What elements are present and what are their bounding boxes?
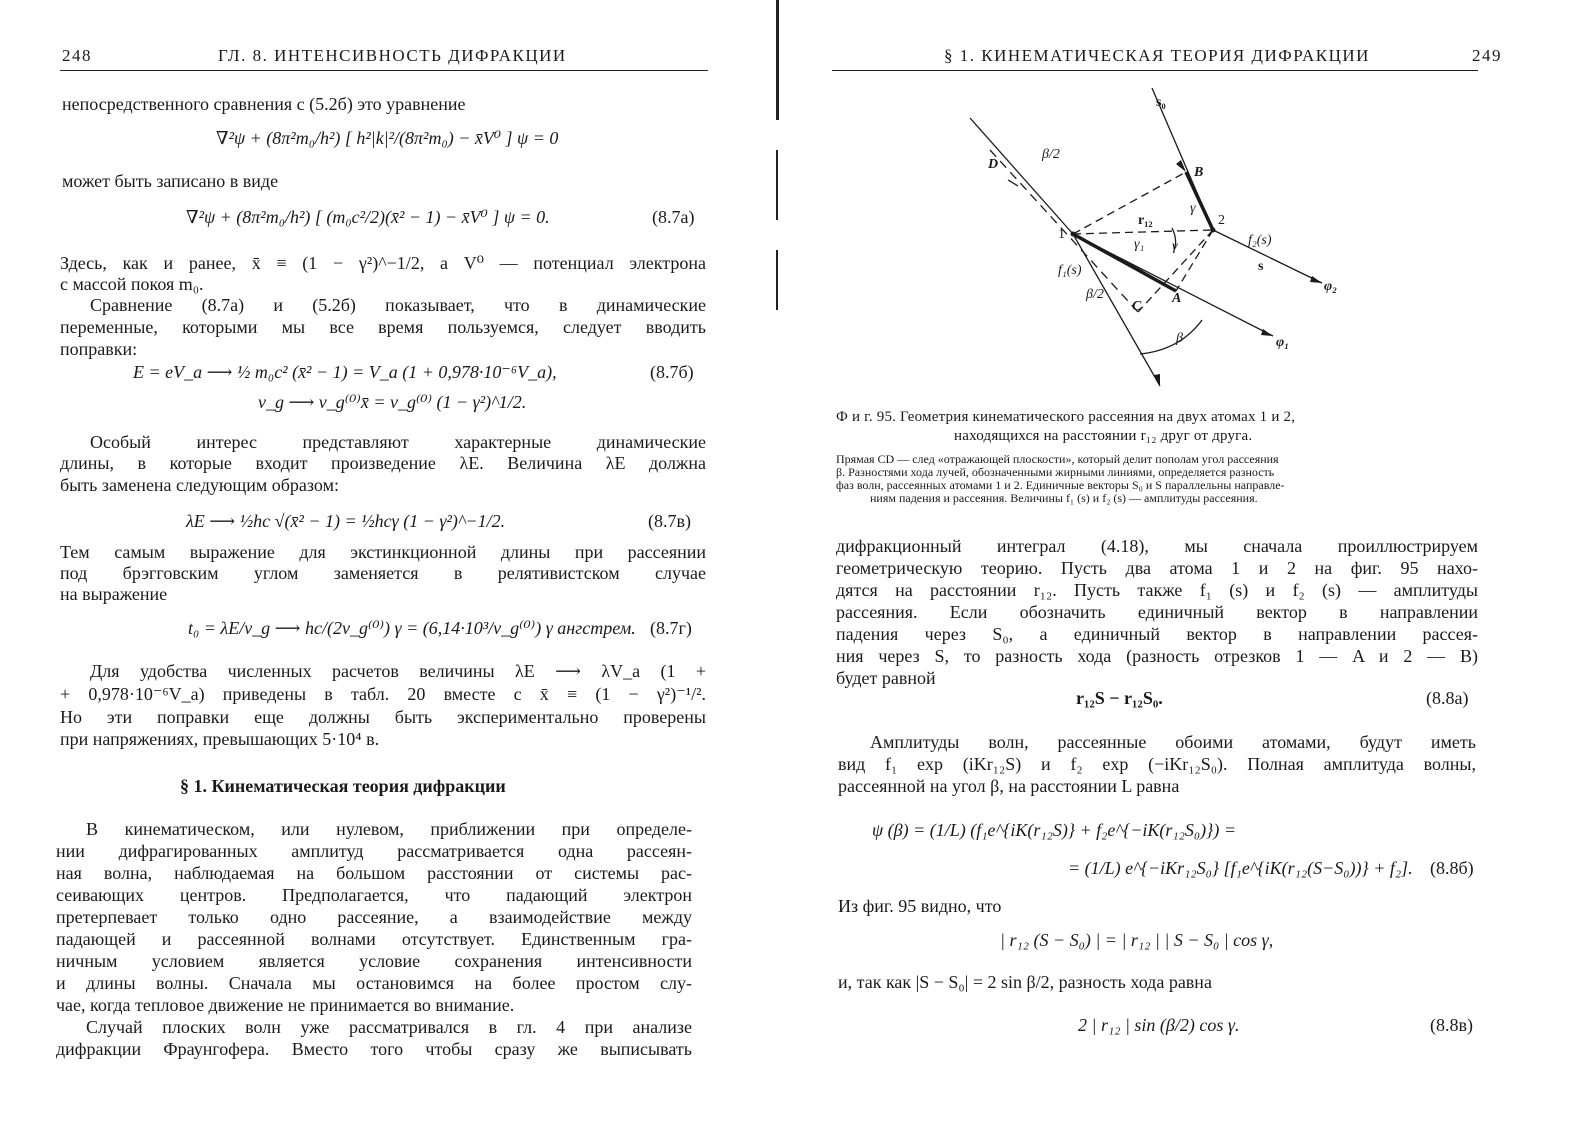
text-line: В кинематическом, или нулевом, приближении при определе-: [86, 819, 692, 839]
book-gutter: [768, 0, 790, 1146]
text-line: Но эти поправки еще должны быть экспериментально проверены: [60, 707, 706, 727]
text-line: Здесь, как и ранее, x̄ ≡ (1 − γ²)^−1/2, а V⁰ — потенциал электрона: [60, 253, 706, 273]
text-line: поправки:: [60, 339, 138, 359]
left-header-rule: [60, 70, 708, 71]
right-page: [790, 0, 1571, 1146]
label-B: B: [1194, 165, 1204, 180]
text-line: Тем самым выражение для экстинкционной длины при рассеянии: [60, 542, 706, 562]
equation-8-7g: t₀ = λE/v_g ⟶ hc/(2v_g⁽⁰⁾) γ = (6,14·10³/v_g⁽⁰⁾) γ ангстрем.: [188, 618, 636, 638]
text-line: + 0,978·10⁻⁶V_a) приведены в табл. 20 вместе с x̄ ≡ (1 − γ²)⁻¹/².: [60, 684, 706, 704]
equation-8-8b-2: = (1/L) e^{−iKr₁₂S₀} [f₁e^{iK(r₁₂(S−S₀))} + f₂].: [1068, 858, 1413, 878]
equation-tag: (8.8в): [1430, 1015, 1473, 1035]
arrowhead: [1261, 329, 1273, 336]
dashed-1-B: [1073, 172, 1186, 234]
label-f1s: f₁(s): [1058, 263, 1082, 278]
text-line: и длины волны. Сначала мы остановимся на более простом слу-: [56, 973, 692, 993]
text-line: рассеянной на угол β, на расстоянии L равна: [838, 776, 1180, 796]
right-running-head: § 1. КИНЕМАТИЧЕСКАЯ ТЕОРИЯ ДИФРАКЦИИ: [944, 46, 1370, 65]
text-line: и, так как |S − S₀| = 2 sin β/2, разность хода равна: [838, 972, 1212, 992]
text-line: дятся на расстоянии r₁₂. Пусть также f₁ (s) и f₂ (s) — амплитуды: [836, 580, 1478, 600]
label-s: s: [1258, 259, 1264, 274]
label-f2s: f₂(s): [1248, 233, 1272, 248]
section-heading: § 1. Кинематическая теория дифракции: [180, 776, 506, 796]
text-line: падения через S₀, а единичный вектор в направлении рассея-: [836, 624, 1478, 644]
left-running-head: ГЛ. 8. ИНТЕНСИВНОСТЬ ДИФРАКЦИИ: [218, 46, 567, 65]
text-line: рассеяния. Если обозначить единичный вектор в направлении: [836, 602, 1478, 622]
r12-dashed: [1073, 230, 1213, 234]
equation-8-7b-a: E = eV_a ⟶ ½ m₀c² (x̄² − 1) = V_a (1 + 0,978·10⁻⁶V_a),: [133, 362, 557, 382]
figure-95-diagram: [940, 88, 1360, 398]
equation-8-8v: 2 | r₁₂ | sin (β/2) cos γ.: [1078, 1015, 1240, 1035]
equation-tag: (8.7в): [648, 511, 691, 531]
text-line: длины, в которые входит произведение λE. Величина λE должна: [60, 453, 706, 473]
equation-8-8b-1: ψ (β) = (1/L) (f₁e^{iK(r₁₂S)} + f₂e^{−iK(r₁₂S₀)}) =: [872, 820, 1236, 840]
right-header-rule: [832, 70, 1478, 71]
text-line: непосредственного сравнения с (5.2б) это уравнение: [62, 94, 466, 114]
text-line: ная волна, наблюдаемая на большом расстоянии от системы рас-: [56, 863, 692, 883]
text-line: вид f₁ exp (iKr₁₂S) и f₂ exp (−iKr₁₂S₀). Полная амплитуда волны,: [838, 754, 1476, 774]
label-r12: r₁₂: [1138, 213, 1153, 228]
atom-2: [1211, 228, 1216, 233]
text-line: дифракции Фраунгофера. Вместо того чтобы сразу же выписывать: [56, 1039, 692, 1059]
equation-tag: (8.7г): [650, 618, 692, 638]
text-line: сеивающих центров. Предполагается, что падающий электрон: [56, 885, 692, 905]
text-line: геометрическую теорию. Пусть два атома 1 и 2 на фиг. 95 нахо-: [836, 558, 1478, 578]
equation-8-8a: r₁₂S − r₁₂S₀.: [1076, 688, 1163, 708]
label-beta: β: [1176, 331, 1183, 346]
figure-note-line: фаз волн, рассеянных атомами 1 и 2. Единичные векторы S₀ и S параллельны направле-: [836, 478, 1285, 492]
equation-tag: (8.7б): [650, 362, 694, 382]
equation-8-7b-b: v_g ⟶ v_g⁽⁰⁾x̄ = v_g⁽⁰⁾ (1 − γ²)^1/2.: [258, 392, 527, 412]
arrowhead: [1310, 276, 1322, 283]
path-difference-1A: [1073, 234, 1176, 291]
label-atom-1: 1: [1058, 227, 1065, 242]
label-s0: s₀: [1156, 95, 1166, 110]
equation-8-7a: ∇²ψ + (8π²m₀/h²) [ (m₀c²/2)(x̄² − 1) − x̄V⁰ ] ψ = 0.: [186, 207, 550, 227]
beta2-arrow: [1008, 180, 1018, 186]
text-line: Случай плоских волн уже рассматривался в гл. 4 при анализе: [86, 1017, 692, 1037]
label-D: D: [988, 157, 999, 172]
text-line: Амплитуды волн, рассеянные обоими атомами, будут иметь: [870, 732, 1476, 752]
arrowhead: [1154, 374, 1160, 386]
equation-8-7v: λE ⟶ ½hc √(x̄² − 1) = ½hcγ (1 − γ²)^−1/2.: [186, 511, 506, 531]
gutter-shadow: [776, 150, 778, 220]
right-running-header: [832, 42, 1500, 68]
text-line: будет равной: [836, 668, 936, 688]
label-gamma1: γ₁: [1134, 237, 1145, 252]
figure-note-line: Прямая CD — след «отражающей плоскости», который делит пополам угол рассеяния: [836, 452, 1279, 466]
label-phi1: φ₁: [1276, 335, 1290, 350]
equation-tag: (8.8б): [1430, 858, 1474, 878]
text-line: быть заменена следующим образом:: [60, 475, 339, 495]
label-gamma-mid: γ: [1172, 239, 1178, 254]
text-line: ничным условием является условие сохранения интенсивности: [56, 951, 692, 971]
arrowhead: [1176, 160, 1186, 172]
text-line: нии дифрагированных амплитуд рассматривается одна рассеян-: [56, 841, 692, 861]
text-line: Особый интерес представляют характерные динамические: [90, 432, 706, 452]
figure-caption-line: находящихся на расстоянии r₁₂ друг от друга.: [954, 428, 1253, 444]
equation-tag: (8.7а): [652, 207, 695, 227]
label-A: A: [1172, 291, 1182, 306]
figure-caption-line: Ф и г. 95. Геометрия кинематического рассеяния на двух атомах 1 и 2,: [836, 409, 1296, 425]
text-line: на выражение: [60, 584, 168, 604]
label-C: C: [1132, 299, 1142, 314]
figure-note-line: β. Разностями хода лучей, обозначенными жирными линиями, определяется разность: [836, 465, 1275, 479]
text-line: Сравнение (8.7а) и (5.2б) показывает, что в динамические: [90, 295, 706, 315]
atom-1: [1071, 232, 1076, 237]
label-gamma-top: γ: [1190, 201, 1196, 216]
text-line: может быть записано в виде: [62, 171, 279, 191]
text-line: переменные, которыми мы все время пользуемся, следует вводить: [60, 317, 706, 337]
gutter-shadow: [776, 0, 779, 120]
label-beta2-top: β/2: [1042, 147, 1060, 162]
incident-ray-1: [970, 118, 1073, 234]
left-running-header: [60, 42, 708, 68]
text-line: претерпевает только одно рассеяние, а взаимодействие между: [56, 907, 692, 927]
text-line: Из фиг. 95 видно, что: [838, 896, 1002, 916]
text-line: при напряжениях, превышающих 5·10⁴ в.: [60, 729, 380, 749]
label-atom-2: 2: [1218, 213, 1225, 228]
text-line: дифракционный интеграл (4.18), мы сначала проиллюстрируем: [836, 536, 1478, 556]
left-page-number: 248: [62, 46, 92, 65]
text-line: падающей и рассеянной волнами отсутствует. Единственным гра-: [56, 929, 692, 949]
text-line: ния через S, то разность хода (разность отрезков 1 — A и 2 — B): [836, 646, 1478, 666]
left-page: [0, 0, 768, 1146]
text-line: с массой покоя m₀.: [60, 274, 204, 294]
label-beta2-low: β/2: [1086, 287, 1104, 302]
dashed-2-A: [1176, 230, 1213, 291]
gutter-shadow: [776, 250, 778, 310]
text-line: Для удобства численных расчетов величины λE ⟶ λV_a (1 +: [90, 661, 707, 681]
equation-abs: | r₁₂ (S − S₀) | = | r₁₂ | | S − S₀ | cos γ,: [1000, 930, 1274, 950]
equation-1: ∇²ψ + (8π²m₀/h²) [ h²|k|²/(8π²m₀) − x̄V⁰ ] ψ = 0: [216, 128, 559, 148]
beta-arc: [1140, 320, 1202, 354]
text-line: под брэгговским углом заменяется в релятивистском случае: [60, 563, 706, 583]
equation-tag: (8.8а): [1426, 688, 1469, 708]
right-page-number: 249: [1472, 46, 1502, 65]
figure-note-line: ниям падения и рассеяния. Величины f₁ (s) и f₂ (s) — амплитуды рассеяния.: [870, 491, 1258, 505]
label-phi2: φ₂: [1324, 279, 1338, 294]
text-line: чае, когда тепловое движение не принимается во внимание.: [56, 995, 515, 1015]
